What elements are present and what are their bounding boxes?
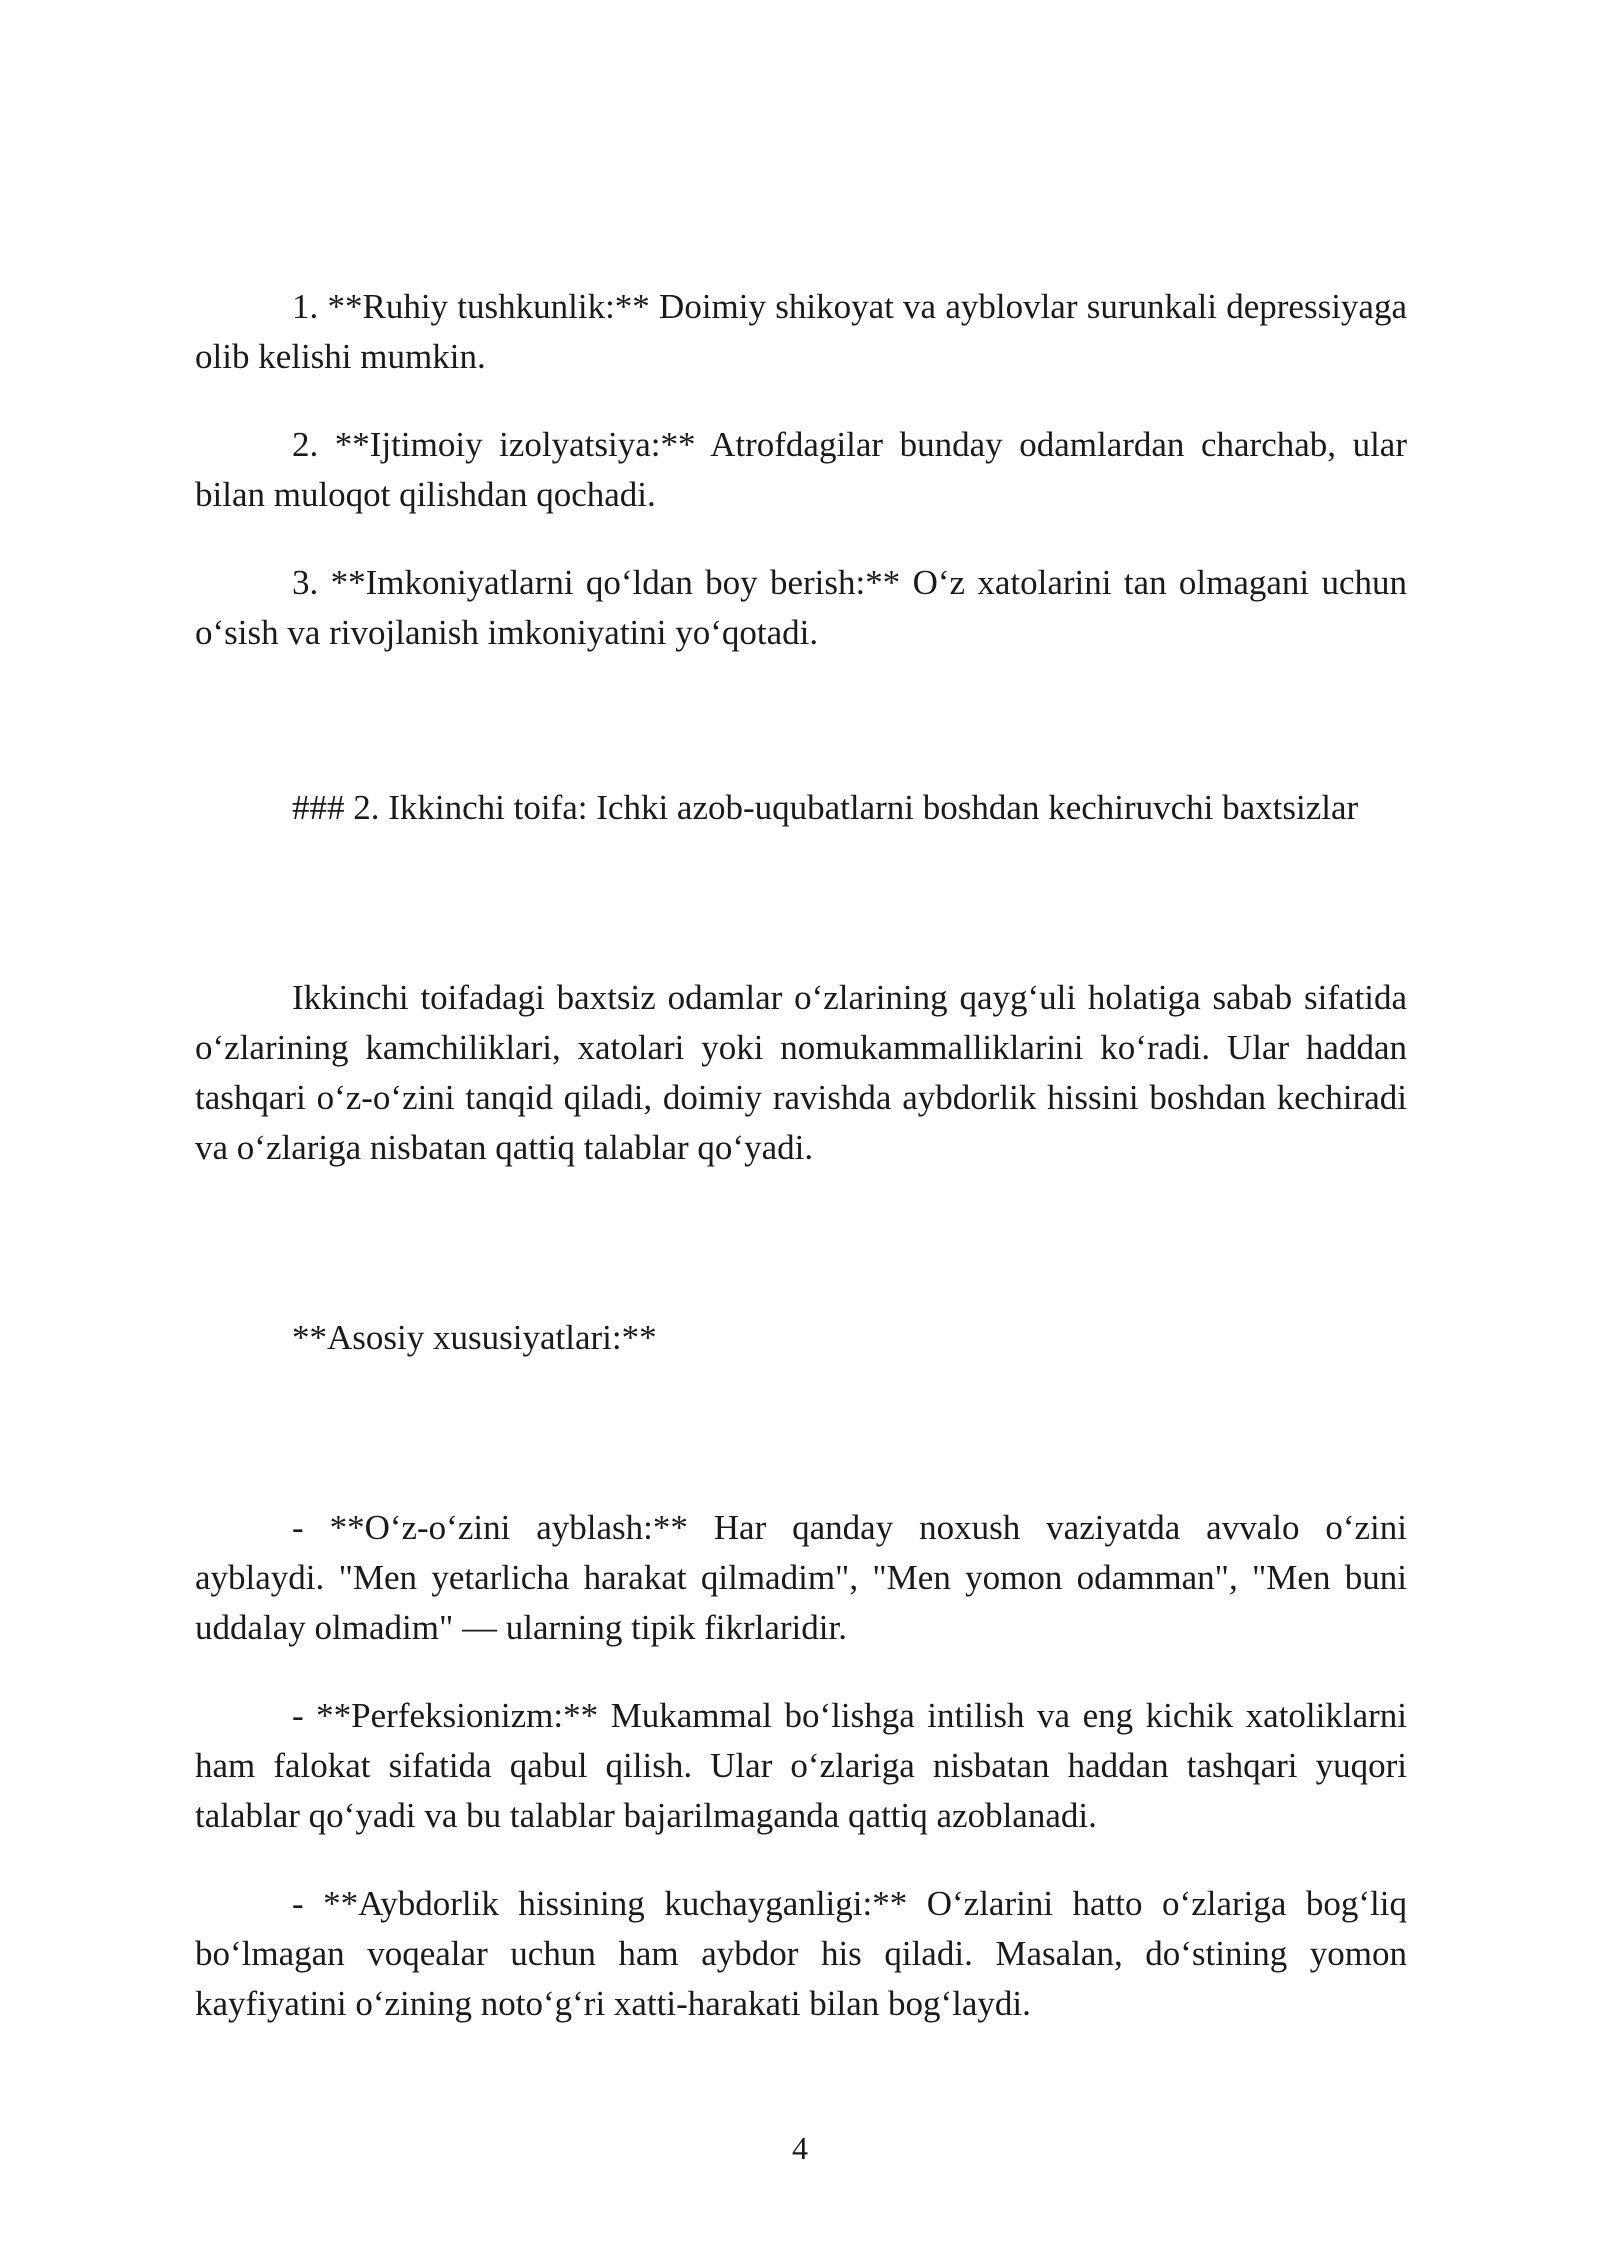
list-item-depression: 1. **Ruhiy tushkunlik:** Doimiy shikoyat va ayblovlar surunkali depressiyaga olib kelishi mumkin. bbox=[195, 287, 1407, 376]
list-item-self-blame: - **O‘z-o‘zini ayblash:** Har qanday noxush vaziyatda avvalo o‘zini ayblaydi. "Men yetarlicha harakat qilmadim", "Men yomon odamman", "Men buni uddalay olmadim" — ularning tipik fikrlaridir. bbox=[195, 1508, 1407, 1647]
subheading-features: **Asosiy xususiyatlari:** bbox=[292, 1318, 657, 1357]
page-number: 4 bbox=[792, 2130, 808, 2166]
list-item-social-isolation: 2. **Ijtimoiy izolyatsiya:** Atrofdagilar bunday odamlardan charchab, ular bilan muloqot qilishdan qochadi. bbox=[195, 425, 1407, 514]
list-item-guilt: - **Aybdorlik hissining kuchayganligi:** O‘zlarini hatto o‘zlariga bog‘liq bo‘lmagan voqealar uchun ham aybdor his qiladi. Masalan, do‘stining yomon kayfiyatini o‘zining noto‘g‘ri xatti-harakati bilan bog‘laydi. bbox=[195, 1884, 1407, 2023]
section-heading: ### 2. Ikkinchi toifa: Ichki azob-uqubatlarni boshdan kechiruvchi baxtsizlar bbox=[292, 788, 1359, 827]
list-item-lost-opportunities: 3. **Imkoniyatlarni qo‘ldan boy berish:** O‘z xatolarini tan olmagani uchun o‘sish va rivojlanish imkoniyatini yo‘qotadi. bbox=[195, 563, 1407, 652]
page-content bbox=[195, 282, 1407, 2029]
body-paragraph: Ikkinchi toifadagi baxtsiz odamlar o‘zlarining qayg‘uli holatiga sabab sifatida o‘zlarining kamchiliklari, xatolari yoki nomukammalliklarini ko‘radi. Ular haddan tashqari o‘z-o‘zini tanqid qiladi, doimiy ravishda aybdorlik hissini boshdan kechiradi va o‘zlariga nisbatan qattiq talablar qo‘yadi. bbox=[195, 978, 1407, 1167]
list-item-perfectionism: - **Perfeksionizm:** Mukammal bo‘lishga intilish va eng kichik xatoliklarni ham falokat sifatida qabul qilish. Ular o‘zlariga nisbatan haddan tashqari yuqori talablar qo‘yadi va bu talablar bajarilmaganda qattiq azoblanadi. bbox=[195, 1696, 1407, 1835]
